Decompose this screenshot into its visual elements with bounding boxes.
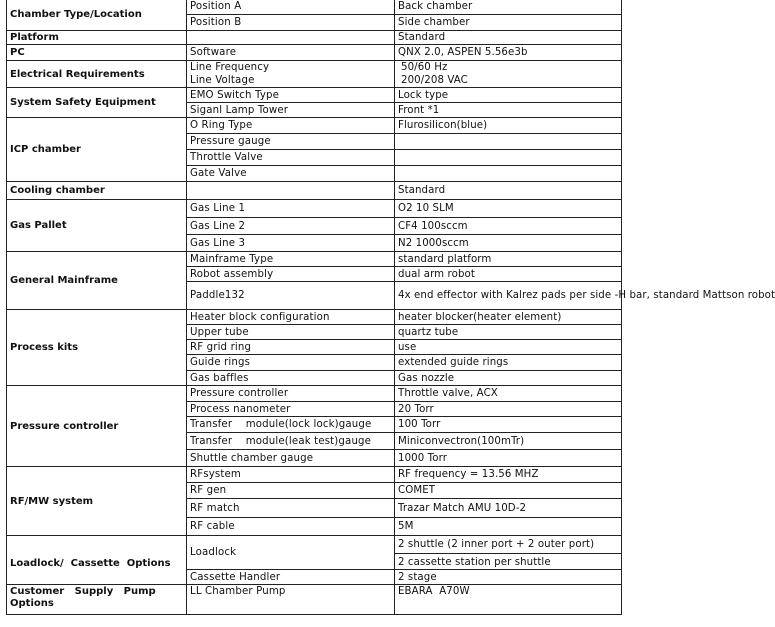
- category-cell: Gas Pallet: [7, 200, 187, 252]
- value-cell: 5M: [395, 518, 622, 536]
- item-cell: Pressure controller: [187, 386, 395, 402]
- value-cell: Trazar Match AMU 10D-2: [395, 499, 622, 518]
- item-cell: Heater block configuration: [187, 310, 395, 325]
- table-row: [7, 182, 622, 200]
- item-cell: LL Chamber Pump: [187, 585, 395, 615]
- table-row: [7, 45, 622, 61]
- item-cell: EMO Switch Type: [187, 88, 395, 103]
- item-cell: Gate Valve: [187, 166, 395, 182]
- category-cell: PC: [7, 45, 187, 61]
- value-line: 2 cassette station per shuttle: [398, 556, 551, 568]
- item-line: Line Voltage: [190, 75, 255, 86]
- value-cell: COMET: [395, 483, 622, 499]
- item-cell: Cassette Handler: [187, 570, 395, 585]
- category-cell: Cooling chamber: [7, 182, 187, 200]
- item-cell: Transfer module(lock lock)gauge: [187, 417, 395, 433]
- value-cell: 1000 Torr: [395, 450, 622, 467]
- item-cell: Upper tube: [187, 325, 395, 340]
- item-cell: Throttle Valve: [187, 150, 395, 166]
- item-cell: Process nanometer: [187, 402, 395, 417]
- category-cell: ICP chamber: [7, 118, 187, 182]
- category-cell: Pressure controller: [7, 386, 187, 467]
- value-cell: quartz tube: [395, 325, 622, 340]
- category-cell: Chamber Type/Location: [7, 0, 187, 31]
- value-cell: dual arm robot: [395, 267, 622, 282]
- value-cell: N2 1000sccm: [395, 235, 622, 252]
- table-row: [7, 467, 622, 483]
- item-cell: Siganl Lamp Tower: [187, 103, 395, 118]
- table-row: [7, 31, 622, 45]
- value-cell: 20 Torr: [395, 402, 622, 417]
- value-cell: 2 stage: [395, 570, 622, 585]
- table-row: [7, 0, 622, 15]
- item-cell: Pressure gauge: [187, 134, 395, 150]
- value-cell: CF4 100sccm: [395, 218, 622, 235]
- item-cell: Gas Line 3: [187, 235, 395, 252]
- table-row: [7, 200, 622, 218]
- item-cell: RF cable: [187, 518, 395, 536]
- item-cell: RFsystem: [187, 467, 395, 483]
- table-row: [7, 386, 622, 402]
- value-cell: Lock type: [395, 88, 622, 103]
- value-cell: O2 10 SLM: [395, 200, 622, 218]
- item-cell: RF grid ring: [187, 340, 395, 355]
- item-line: Line Frequency: [190, 62, 270, 73]
- value-cell: Standard: [395, 31, 622, 45]
- item-cell: Gas Line 1: [187, 200, 395, 218]
- value-cell: Miniconvectron(100mTr): [395, 433, 622, 450]
- value-cell: Gas nozzle: [395, 371, 622, 386]
- table-row: [7, 536, 622, 570]
- item-cell: Gas Line 2: [187, 218, 395, 235]
- category-cell: Process kits: [7, 310, 187, 386]
- value-cell: RF frequency = 13.56 MHZ: [395, 467, 622, 483]
- category-cell: Platform: [7, 31, 187, 45]
- item-cell: Paddle132: [187, 282, 395, 310]
- value-cell: use: [395, 340, 622, 355]
- item-cell: [187, 61, 395, 88]
- value-cell: Throttle valve, ACX: [395, 386, 622, 402]
- table-row: [7, 252, 622, 267]
- item-cell: Position B: [187, 15, 395, 31]
- value-cell: 4x end effector with Kalrez pads per side -H bar, standard Mattson robot: [395, 282, 622, 310]
- value-cell: [395, 134, 622, 150]
- table-row: [7, 118, 622, 134]
- item-cell: Software: [187, 45, 395, 61]
- value-cell: Standard: [395, 182, 622, 200]
- item-cell: Mainframe Type: [187, 252, 395, 267]
- table-row: [7, 310, 622, 325]
- category-cell: RF/MW system: [7, 467, 187, 536]
- table-row: [7, 585, 622, 615]
- value-cell: Flurosilicon(blue): [395, 118, 622, 134]
- item-cell: [187, 182, 395, 200]
- item-cell: Robot assembly: [187, 267, 395, 282]
- value-cell: Front *1: [395, 103, 622, 118]
- value-cell: extended guide rings: [395, 355, 622, 371]
- item-cell: Loadlock: [187, 536, 395, 570]
- value-cell: standard platform: [395, 252, 622, 267]
- category-cell: System Safety Equipment: [7, 88, 187, 118]
- item-cell: RF gen: [187, 483, 395, 499]
- value-cell: EBARA A70W: [395, 585, 622, 615]
- item-cell: RF match: [187, 499, 395, 518]
- value-cell: Side chamber: [395, 15, 622, 31]
- item-cell: Guide rings: [187, 355, 395, 371]
- category-cell: Electrical Requirements: [7, 61, 187, 88]
- table-row: [7, 88, 622, 103]
- item-cell: Transfer module(leak test)gauge: [187, 433, 395, 450]
- value-cell: [395, 536, 622, 570]
- category-cell: Customer Supply Pump Options: [7, 585, 187, 615]
- value-cell: [395, 150, 622, 166]
- value-cell: [395, 166, 622, 182]
- value-line: 200/208 VAC: [401, 75, 468, 86]
- value-cell: [395, 61, 622, 88]
- value-cell: 100 Torr: [395, 417, 622, 433]
- item-cell: [187, 31, 395, 45]
- equipment-spec-table: [6, 0, 775, 615]
- category-cell: Loadlock/ Cassette Options: [7, 536, 187, 585]
- value-line: 50/60 Hz: [401, 62, 448, 73]
- value-cell: QNX 2.0, ASPEN 5.56e3b: [395, 45, 622, 61]
- table-row: [7, 61, 622, 88]
- item-cell: Shuttle chamber gauge: [187, 450, 395, 467]
- value-cell: Back chamber: [395, 0, 622, 15]
- value-cell: heater blocker(heater element): [395, 310, 622, 325]
- item-cell: Gas baffles: [187, 371, 395, 386]
- item-cell: Position A: [187, 0, 395, 15]
- item-cell: O Ring Type: [187, 118, 395, 134]
- value-line: 2 shuttle (2 inner port + 2 outer port): [395, 537, 621, 554]
- category-cell: General Mainframe: [7, 252, 187, 310]
